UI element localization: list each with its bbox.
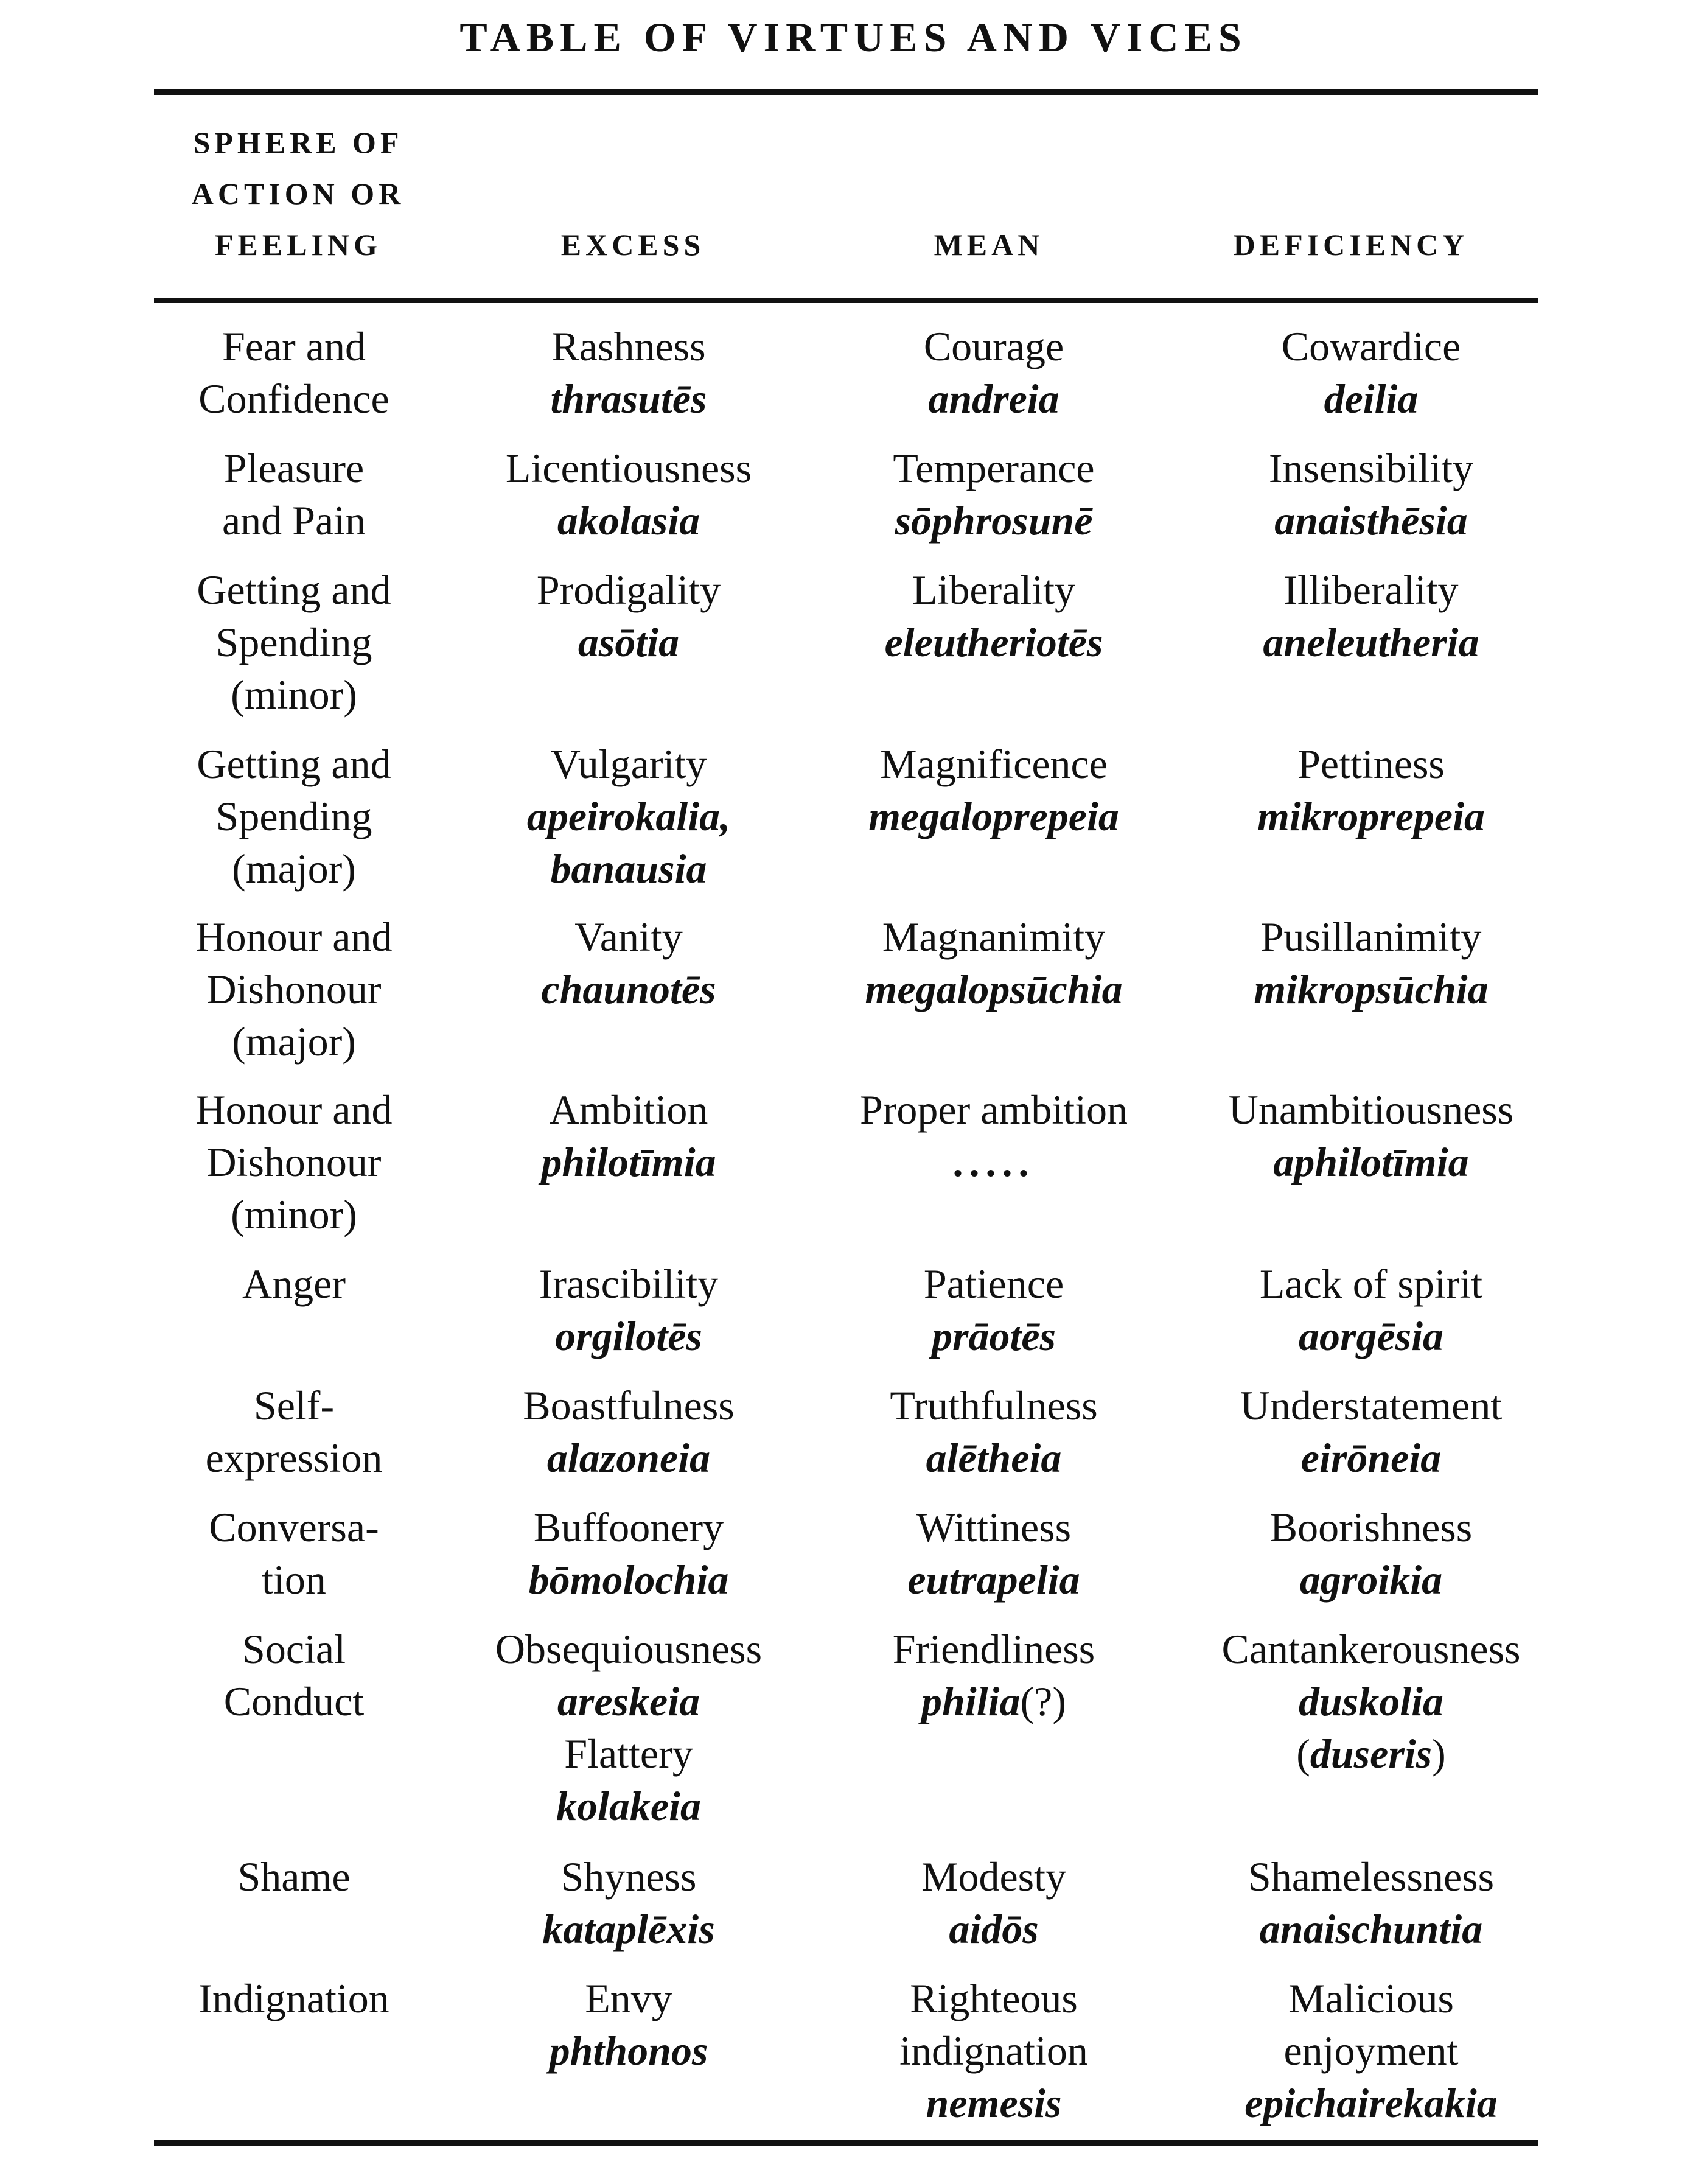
deficiency-cell — [1182, 442, 1560, 547]
sphere-line: Spending — [215, 619, 372, 665]
deficiency-cell — [1182, 564, 1560, 668]
sphere-cell — [154, 320, 434, 425]
sphere-line: Honour and — [195, 1087, 393, 1133]
header-sphere — [164, 117, 432, 270]
sphere-line: Dishonour — [206, 1139, 382, 1185]
excess-cell — [458, 1379, 799, 1484]
excess-greek: asōtia — [578, 619, 680, 665]
top-rule — [154, 89, 1538, 95]
deficiency-cell — [1182, 1258, 1560, 1362]
mean-cell — [811, 320, 1176, 425]
deficiency-greek: eirōneia — [1300, 1435, 1442, 1481]
deficiency-cell — [1182, 1501, 1560, 1606]
mean-greek: prāotēs — [932, 1313, 1056, 1359]
mean-cell — [811, 442, 1176, 547]
excess-term: Vanity — [574, 914, 683, 960]
mean-cell — [811, 1623, 1176, 1727]
excess-greek: philotīmia — [541, 1139, 716, 1185]
sphere-line: (minor) — [231, 1191, 357, 1237]
deficiency-cell — [1182, 1850, 1560, 1955]
mean-greek: eleutheriotēs — [884, 619, 1103, 665]
mean-term: Temperance — [893, 445, 1095, 491]
excess-term: Vulgarity — [550, 741, 707, 787]
mean-term: Modesty — [921, 1853, 1066, 1900]
header-sphere-line: FEELING — [214, 228, 382, 262]
sphere-line: Social — [242, 1626, 346, 1672]
deficiency-greek: aphilotīmia — [1273, 1139, 1469, 1185]
deficiency-greek: anaisthēsia — [1274, 497, 1468, 544]
excess-term: Ambition — [549, 1087, 708, 1133]
sphere-line: Getting and — [197, 567, 391, 613]
header-sphere-line: SPHERE OF — [193, 125, 403, 159]
excess-cell — [458, 320, 799, 425]
excess-greek: alazoneia — [546, 1435, 711, 1481]
deficiency-greek: epichairekakia — [1244, 2080, 1498, 2126]
excess-greek: kataplēxis — [542, 1906, 715, 1952]
excess-term: Rashness — [551, 323, 706, 369]
deficiency-greek: deilia — [1324, 376, 1419, 422]
mean-cell — [811, 564, 1176, 668]
sphere-line: Self- — [253, 1382, 335, 1429]
excess-cell — [458, 564, 799, 668]
mean-greek: aidōs — [949, 1906, 1039, 1952]
mean-term: Courage — [923, 323, 1064, 369]
mean-cell — [811, 1083, 1176, 1188]
sphere-line: and Pain — [222, 497, 366, 544]
deficiency-greek: mikropsūchia — [1254, 966, 1489, 1012]
mean-cell — [811, 1501, 1176, 1606]
mean-greek: megaloprepeia — [868, 793, 1119, 839]
deficiency-greek: aorgēsia — [1299, 1313, 1443, 1359]
excess-greek: akolasia — [557, 497, 700, 544]
excess-term: Irascibility — [539, 1261, 719, 1307]
deficiency-term: Unambitiousness — [1228, 1087, 1514, 1133]
sphere-cell — [154, 1501, 434, 1606]
excess-cell — [458, 1083, 799, 1188]
sphere-line: Conduct — [223, 1678, 365, 1724]
deficiency-greek: mikroprepeia — [1257, 793, 1485, 839]
excess-cell — [458, 911, 799, 1015]
deficiency-term: Malicious — [1288, 1975, 1454, 2021]
deficiency-term-cont: enjoyment — [1283, 2028, 1459, 2074]
sphere-line: Confidence — [198, 376, 389, 422]
mean-greek: sōphrosunē — [895, 497, 1093, 544]
excess-greek-alt: kolakeia — [556, 1783, 701, 1829]
excess-greek-alt: banausia — [550, 845, 707, 892]
mean-cell — [811, 1379, 1176, 1484]
deficiency-greek: anaischuntia — [1259, 1906, 1483, 1952]
mean-greek: nemesis — [926, 2080, 1062, 2126]
sphere-line: tion — [262, 1556, 326, 1603]
deficiency-cell — [1182, 1623, 1560, 1780]
sphere-line: Conversa- — [209, 1504, 379, 1550]
excess-cell — [458, 1501, 799, 1606]
deficiency-greek-alt-line: (duseris) — [1296, 1731, 1446, 1777]
excess-greek: thrasutēs — [550, 376, 707, 422]
mean-term: Wittiness — [916, 1504, 1072, 1550]
excess-greek: phthonos — [549, 2028, 708, 2074]
deficiency-term: Shamelessness — [1248, 1853, 1495, 1900]
excess-cell — [458, 738, 799, 895]
deficiency-cell — [1182, 320, 1560, 425]
mean-term: Righteous — [910, 1975, 1078, 2021]
mean-cell — [811, 1972, 1176, 2129]
mean-cell — [811, 1850, 1176, 1955]
sphere-cell — [154, 911, 434, 1068]
sphere-cell — [154, 1850, 434, 1903]
deficiency-term: Cowardice — [1281, 323, 1461, 369]
deficiency-term: Understatement — [1240, 1382, 1503, 1429]
excess-cell — [458, 1258, 799, 1362]
mean-term: Proper ambition — [859, 1087, 1128, 1133]
mean-greek: eutrapelia — [907, 1556, 1080, 1603]
deficiency-cell — [1182, 738, 1560, 842]
header-sphere-line: ACTION OR — [191, 177, 405, 211]
excess-greek: chaunotēs — [541, 966, 716, 1012]
excess-term-alt: Flattery — [564, 1731, 693, 1777]
excess-cell — [458, 1972, 799, 2077]
mean-term: Friendliness — [892, 1626, 1095, 1672]
sphere-cell — [154, 1258, 434, 1310]
header-mean: MEAN — [934, 228, 1044, 262]
mean-ellipsis: ..... — [952, 1139, 1035, 1185]
sphere-line: Honour and — [195, 914, 393, 960]
excess-greek: bōmolochia — [528, 1556, 729, 1603]
mean-term: Magnificence — [880, 741, 1108, 787]
sphere-cell — [154, 738, 434, 895]
sphere-cell — [154, 1083, 434, 1241]
excess-term: Buffoonery — [533, 1504, 724, 1550]
mean-term: Truthfulness — [890, 1382, 1098, 1429]
sphere-line: Pleasure — [223, 445, 365, 491]
excess-term: Envy — [585, 1975, 672, 2021]
mean-greek: philia — [921, 1678, 1021, 1724]
deficiency-greek: aneleutheria — [1263, 619, 1479, 665]
sphere-line: (minor) — [231, 671, 357, 718]
sphere-line: Indignation — [198, 1975, 389, 2021]
mean-cell — [811, 738, 1176, 842]
bottom-rule — [154, 2140, 1538, 2146]
sphere-cell — [154, 442, 434, 547]
sphere-line: (major) — [232, 1018, 356, 1065]
sphere-cell — [154, 564, 434, 721]
mean-term: Magnanimity — [882, 914, 1106, 960]
sphere-line: Anger — [242, 1261, 346, 1307]
mean-greek-line — [811, 1675, 1176, 1727]
header-deficiency: DEFICIENCY — [1233, 228, 1469, 262]
mean-greek: megalopsūchia — [865, 966, 1123, 1012]
mean-term: Liberality — [912, 567, 1076, 613]
excess-cell — [458, 1623, 799, 1832]
deficiency-term: Illiberality — [1283, 567, 1459, 613]
deficiency-greek-alt: duseris — [1310, 1731, 1433, 1777]
page-title: TABLE OF VIRTUES AND VICES — [459, 14, 1248, 60]
sphere-line: Spending — [215, 793, 372, 839]
sphere-line: Fear and — [222, 323, 366, 369]
header-excess: EXCESS — [560, 228, 705, 262]
sphere-cell — [154, 1623, 434, 1727]
mean-term: Patience — [923, 1261, 1064, 1307]
excess-term: Shyness — [560, 1853, 697, 1900]
mean-greek-query: (?) — [1020, 1678, 1066, 1724]
header-rule — [154, 298, 1538, 303]
sphere-line: Getting and — [197, 741, 391, 787]
sphere-cell — [154, 1379, 434, 1484]
deficiency-term: Pettiness — [1297, 741, 1445, 787]
excess-term: Prodigality — [536, 567, 721, 613]
deficiency-term: Boorishness — [1269, 1504, 1473, 1550]
mean-cell — [811, 1258, 1176, 1362]
mean-term-cont: indignation — [899, 2028, 1088, 2074]
sphere-line: (major) — [232, 845, 356, 892]
deficiency-term: Cantankerousness — [1221, 1626, 1521, 1672]
deficiency-term: Insensibility — [1268, 445, 1474, 491]
mean-cell — [811, 911, 1176, 1015]
deficiency-greek: agroikia — [1299, 1556, 1443, 1603]
deficiency-cell — [1182, 911, 1560, 1015]
deficiency-cell — [1182, 1083, 1560, 1188]
excess-greek: apeirokalia, — [526, 793, 731, 839]
mean-greek: andreia — [928, 376, 1059, 422]
sphere-line: expression — [205, 1435, 383, 1481]
excess-greek: orgilotēs — [555, 1313, 702, 1359]
excess-term: Boastfulness — [523, 1382, 735, 1429]
deficiency-cell — [1182, 1379, 1560, 1484]
deficiency-term: Lack of spirit — [1259, 1261, 1483, 1307]
excess-cell — [458, 1850, 799, 1955]
excess-cell — [458, 442, 799, 547]
deficiency-term: Pusillanimity — [1260, 914, 1482, 960]
excess-term: Obsequiousness — [495, 1626, 763, 1672]
sphere-line: Dishonour — [206, 966, 382, 1012]
sphere-line: Shame — [237, 1853, 351, 1900]
excess-term: Licentiousness — [505, 445, 752, 491]
deficiency-greek: duskolia — [1298, 1678, 1444, 1724]
excess-greek: areskeia — [557, 1678, 700, 1724]
sphere-cell — [154, 1972, 434, 2025]
deficiency-cell — [1182, 1972, 1560, 2129]
mean-greek: alētheia — [926, 1435, 1062, 1481]
